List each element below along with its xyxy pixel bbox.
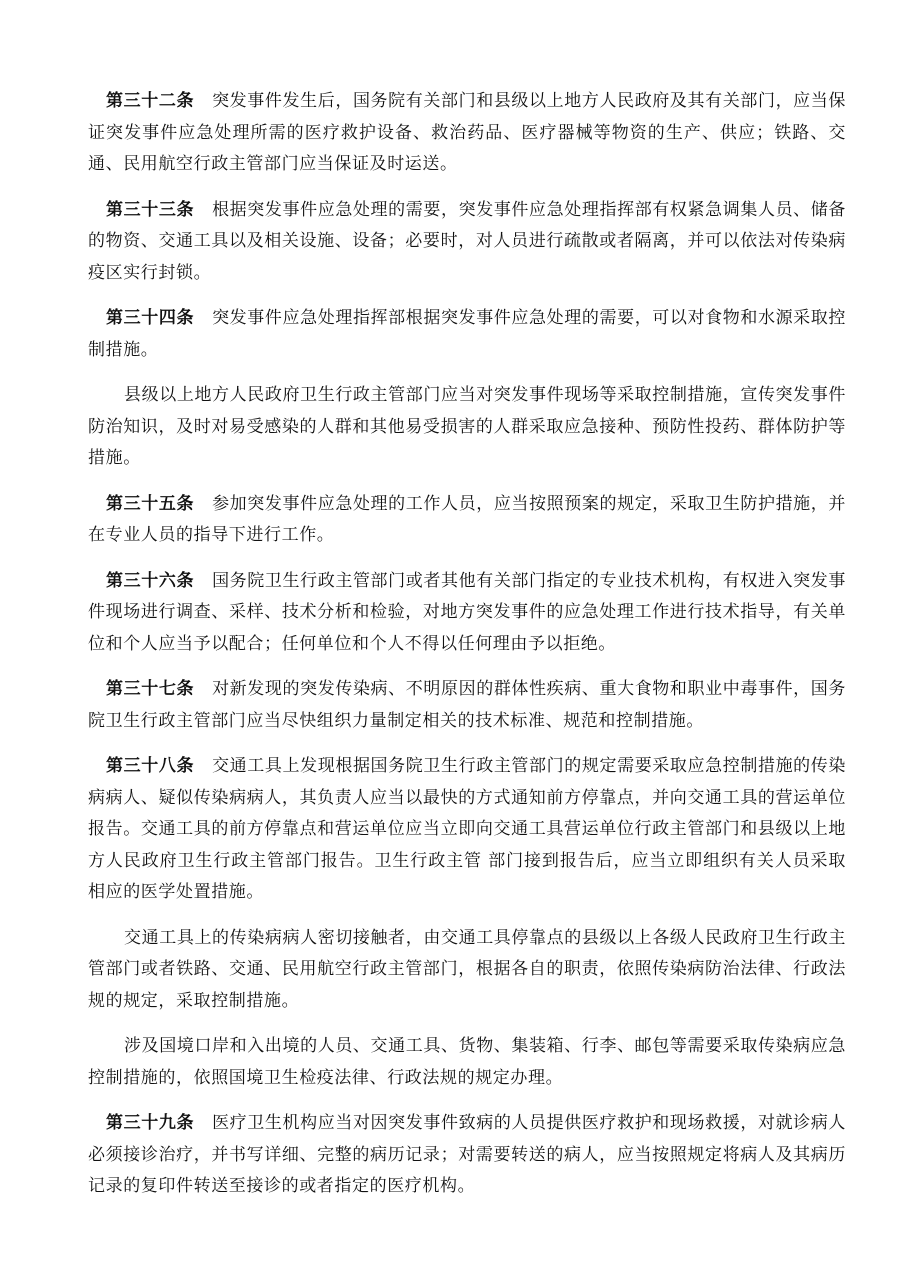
article-text: 国务院卫生行政主管部门或者其他有关部门指定的专业技术机构，有权进入突发事件现场进行调查、采样、技术分析和检验，对地方突发事件的应急处理工作进行技术指导，有关单位和个人应当予以配合；任何单位和个人不得以任何理由予以拒绝。 <box>88 570 847 654</box>
article-32 <box>88 86 846 181</box>
article-number: 第三十三条 <box>106 199 195 220</box>
article-text: 根据突发事件应急处理的需要，突发事件应急处理指挥部有权紧急调集人员、储备的物资、交通工具以及相关设施、设备；必要时，对人员进行疏散或者隔离，并可以依法对传染病疫区实行封锁。 <box>88 199 847 283</box>
article-36 <box>88 566 846 661</box>
article-text: 突发事件发生后，国务院有关部门和县级以上地方人民政府及其有关部门，应当保证突发事件应急处理所需的医疗救护设备、救治药品、医疗器械等物资的生产、供应；铁路、交通、民用航空行政主管部门应当保证及时运送。 <box>88 91 847 174</box>
article-text: 对新发现的突发传染病、不明原因的群体性疾病、重大食物和职业中毒事件，国务院卫生行政主管部门应当尽快组织力量制定相关的技术标准、规范和控制措施。 <box>88 679 847 731</box>
article-number: 第三十六条 <box>106 570 195 591</box>
article-text: 医疗卫生机构应当对因突发事件致病的人员提供医疗救护和现场救援，对就诊病人必须接诊治疗，并书写详细、完整的病历记录；对需要转送的病人，应当按照规定将病人及其病历记录的复印件转送至接诊的或者指定的医疗机构。 <box>88 1113 847 1196</box>
paragraph-text: 涉及国境口岸和入出境的人员、交通工具、货物、集装箱、行李、邮包等需要采取传染病应急控制措施的，依照国境卫生检疫法律、行政法规的规定办理。 <box>88 1036 846 1088</box>
article-text: 参加突发事件应急处理的工作人员，应当按照预案的规定，采取卫生防护措施，并在专业人员的指导下进行工作。 <box>88 493 847 545</box>
article-number: 第三十二条 <box>106 91 195 111</box>
article-33 <box>88 195 846 290</box>
article-38-paragraph-2 <box>88 923 846 1018</box>
article-number: 第三十九条 <box>106 1113 195 1133</box>
article-number: 第三十七条 <box>106 679 195 699</box>
paragraph-text: 交通工具上的传染病病人密切接触者，由交通工具停靠点的县级以上各级人民政府卫生行政主管部门或者铁路、交通、民用航空行政主管部门，根据各自的职责，依照传染病防治法律、行政法规的规定，采取控制措施。 <box>88 927 846 1011</box>
article-38 <box>88 751 846 909</box>
paragraph-text: 县级以上地方人民政府卫生行政主管部门应当对突发事件现场等采取控制措施，宣传突发事件防治知识，及时对易受感染的人群和其他易受损害的人群采取应急接种、预防性投药、群体防护等措施。 <box>88 385 846 468</box>
article-38-paragraph-3 <box>88 1031 846 1094</box>
article-35 <box>88 489 846 552</box>
article-39 <box>88 1108 846 1203</box>
article-text: 突发事件应急处理指挥部根据突发事件应急处理的需要，可以对食物和水源采取控制措施。 <box>88 308 847 360</box>
article-34-paragraph-2 <box>88 380 846 475</box>
article-text: 交通工具上发现根据国务院卫生行政主管部门的规定需要采取应急控制措施的传染病病人、疑似传染病病人，其负责人应当以最快的方式通知前方停靠点，并向交通工具的营运单位报告。交通工具的前方停靠点和营运单位应当立即向交通工具营运单位行政主管部门和县级以上地方人民政府卫生行政主管部门报告。卫生行政主管 部门接到报告后，应当立即组织有关人员采取相应的医学处置措施。 <box>88 756 847 902</box>
article-number: 第三十五条 <box>106 493 195 514</box>
article-34 <box>88 303 846 366</box>
article-number: 第三十四条 <box>106 308 195 328</box>
article-37 <box>88 674 846 737</box>
article-number: 第三十八条 <box>106 756 195 776</box>
